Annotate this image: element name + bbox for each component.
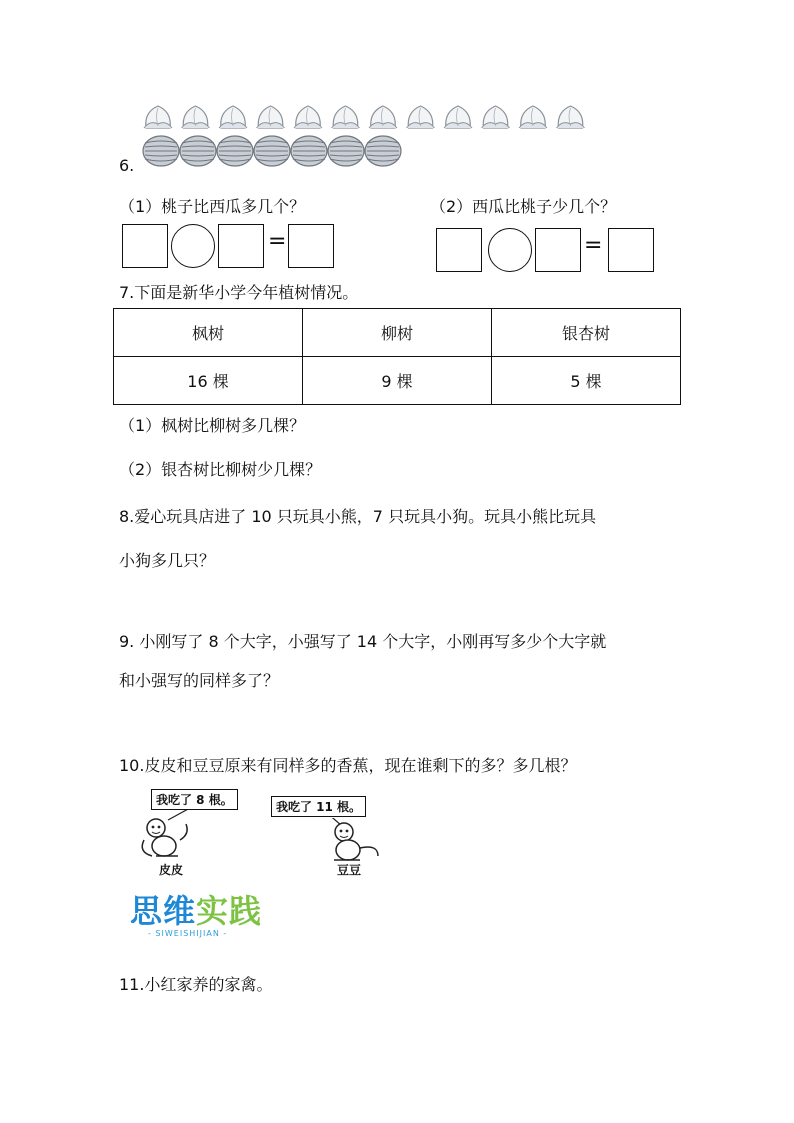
peach-icon	[332, 106, 360, 128]
section-title-char: 践	[229, 892, 263, 930]
table-cell: 5 棵	[492, 357, 681, 405]
watermelon-icon	[217, 136, 253, 166]
table-header-cell: 银杏树	[492, 309, 681, 357]
answer-box[interactable]	[218, 224, 264, 268]
q7-title: 7.下面是新华小学今年植树情况。	[119, 283, 359, 302]
q8-line-2: 小狗多几只？	[119, 551, 216, 570]
q11-text: 11.小红家养的家禽。	[119, 975, 273, 994]
watermelon-icons	[142, 134, 412, 168]
peach-icon	[519, 106, 547, 128]
peach-icon	[444, 106, 472, 128]
answer-box[interactable]	[288, 224, 334, 268]
table-row	[114, 357, 681, 405]
watermelon-icon	[254, 136, 290, 166]
answer-box[interactable]	[436, 228, 482, 272]
q9-line-1: 9. 小刚写了 8 个大字，小强写了 14 个大字，小刚再写多少个大字就	[119, 632, 607, 651]
speech-bubble-doudou: 我吃了 11 根。	[271, 796, 366, 817]
peach-icon	[407, 106, 435, 128]
watermelon-icon	[143, 136, 179, 166]
answer-box[interactable]	[608, 228, 654, 272]
table-cell: 9 棵	[303, 357, 492, 405]
watermelon-row	[142, 134, 412, 168]
watermelon-icon	[365, 136, 401, 166]
peach-icons	[142, 102, 592, 134]
peach-icon	[257, 106, 285, 128]
section-logo	[130, 893, 262, 938]
q6-subquestion-1: （1）桃子比西瓜多几个？	[119, 197, 306, 216]
monkey-pipi-icon	[138, 810, 198, 862]
q10-text: 10.皮皮和豆豆原来有同样多的香蕉，现在谁剩下的多？多几根？	[119, 756, 577, 775]
q9-line-2: 和小强写的同样多了？	[119, 671, 280, 690]
tree-planting-table	[113, 308, 681, 405]
q6-number: 6.	[119, 156, 135, 175]
monkey-name-doudou: 豆豆	[337, 863, 362, 877]
operator-circle[interactable]	[488, 228, 532, 272]
peach-icon	[482, 106, 510, 128]
watermelon-icon	[180, 136, 216, 166]
watermelon-icon	[291, 136, 327, 166]
peach-icon	[369, 106, 397, 128]
watermelon-icon	[328, 136, 364, 166]
section-title-char: 思	[130, 892, 164, 930]
equals-sign: =	[268, 229, 287, 254]
monkey-name-pipi: 皮皮	[159, 863, 184, 877]
table-cell: 16 棵	[114, 357, 303, 405]
peach-row	[142, 102, 592, 134]
table-header-cell: 柳树	[303, 309, 492, 357]
operator-circle[interactable]	[171, 224, 215, 268]
speech-bubble-pipi: 我吃了 8 根。	[151, 789, 238, 810]
peach-icon	[294, 106, 322, 128]
answer-box[interactable]	[535, 228, 581, 272]
q8-line-1: 8.爱心玩具店进了 10 只玩具小熊，7 只玩具小狗。玩具小熊比玩具	[119, 507, 597, 526]
section-title-char: 维	[163, 892, 197, 930]
q6-subquestion-2: （2）西瓜比桃子少几个？	[430, 197, 617, 216]
section-title	[130, 893, 262, 929]
peach-icon	[182, 106, 210, 128]
q7-subquestion-2: （2）银杏树比柳树少几棵？	[119, 460, 322, 479]
peach-icon	[557, 106, 585, 128]
section-subtitle: - SIWEISHIJIAN -	[148, 929, 228, 938]
monkey-doudou-icon	[322, 818, 384, 864]
peach-icon	[219, 106, 247, 128]
answer-box[interactable]	[122, 224, 168, 268]
table-row	[114, 309, 681, 357]
peach-icon	[144, 106, 172, 128]
q7-subquestion-1: （1）枫树比柳树多几棵？	[119, 416, 306, 435]
table-header-cell: 枫树	[114, 309, 303, 357]
section-title-char: 实	[196, 892, 230, 930]
equals-sign: =	[584, 233, 603, 258]
